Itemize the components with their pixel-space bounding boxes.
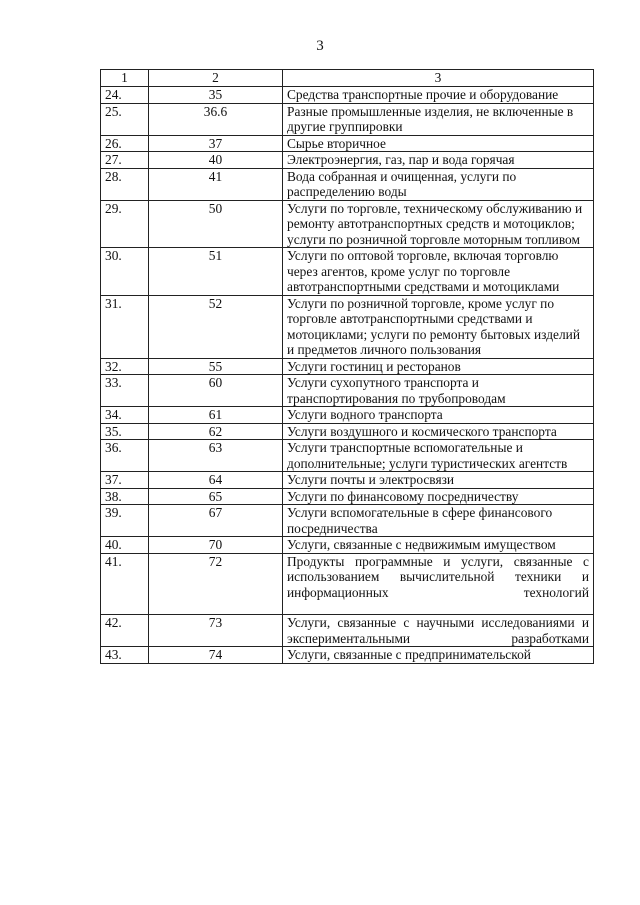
row-number: 43. [101, 647, 149, 664]
row-number: 29. [101, 200, 149, 248]
row-number: 25. [101, 103, 149, 135]
row-name: Услуги транспортные вспомогательные и дополнительные; услуги туристических агентств [283, 440, 594, 472]
row-name: Услуги, связанные с недвижимым имуществом [283, 537, 594, 554]
table-row [101, 295, 594, 358]
row-code: 51 [149, 248, 283, 296]
row-name: Услуги по розничной торговле, кроме услуг по торговле автотранспортными средствами и мотоциклами; услуги по ремонту бытовых изделий и предметов личного пользования [283, 295, 594, 358]
classification-table [100, 69, 594, 664]
row-name: Электроэнергия, газ, пар и вода горячая [283, 152, 594, 169]
row-code: 62 [149, 423, 283, 440]
table-row [101, 168, 594, 200]
table-row [101, 553, 594, 615]
row-number: 35. [101, 423, 149, 440]
row-code: 73 [149, 615, 283, 647]
row-name: Продукты программные и услуги, связанные с использованием вычислительной техники и информационных технологий [283, 553, 594, 615]
row-name: Разные промышленные изделия, не включенные в другие группировки [283, 103, 594, 135]
row-number: 37. [101, 472, 149, 489]
row-code: 40 [149, 152, 283, 169]
row-name: Услуги по торговле, техническому обслуживанию и ремонту автотранспортных средств и мотоциклов; услуги по розничной торговле моторным топливом [283, 200, 594, 248]
row-name: Средства транспортные прочие и оборудование [283, 87, 594, 104]
row-code: 35 [149, 87, 283, 104]
table-row [101, 248, 594, 296]
table-row [101, 152, 594, 169]
table-row [101, 103, 594, 135]
column-header-3: 3 [283, 70, 594, 87]
row-name: Услуги, связанные с научными исследованиями и экспериментальными разработками [283, 615, 594, 647]
column-header-1: 1 [101, 70, 149, 87]
table-row [101, 87, 594, 104]
row-name: Услуги вспомогательные в сфере финансового посредничества [283, 505, 594, 537]
row-number: 34. [101, 407, 149, 424]
row-number: 32. [101, 358, 149, 375]
row-number: 42. [101, 615, 149, 647]
row-name: Услуги по финансовому посредничеству [283, 488, 594, 505]
row-code: 64 [149, 472, 283, 489]
row-code: 37 [149, 135, 283, 152]
table-row [101, 488, 594, 505]
page-number: 3 [316, 38, 324, 54]
row-code: 63 [149, 440, 283, 472]
table-row [101, 440, 594, 472]
row-number: 31. [101, 295, 149, 358]
row-code: 65 [149, 488, 283, 505]
table-row [101, 358, 594, 375]
row-name: Услуги воздушного и космического транспорта [283, 423, 594, 440]
row-name: Вода собранная и очищенная, услуги по распределению воды [283, 168, 594, 200]
row-code: 41 [149, 168, 283, 200]
row-number: 28. [101, 168, 149, 200]
table-row [101, 472, 594, 489]
row-code: 60 [149, 375, 283, 407]
table-row [101, 423, 594, 440]
row-name: Сырье вторичное [283, 135, 594, 152]
row-code: 70 [149, 537, 283, 554]
row-number: 33. [101, 375, 149, 407]
row-number: 26. [101, 135, 149, 152]
table-header-row [101, 70, 594, 87]
table-row [101, 615, 594, 647]
row-code: 50 [149, 200, 283, 248]
row-code: 52 [149, 295, 283, 358]
row-number: 38. [101, 488, 149, 505]
row-code: 55 [149, 358, 283, 375]
row-code: 61 [149, 407, 283, 424]
table-row [101, 505, 594, 537]
row-name: Услуги водного транспорта [283, 407, 594, 424]
row-number: 24. [101, 87, 149, 104]
row-number: 41. [101, 553, 149, 615]
row-number: 39. [101, 505, 149, 537]
column-header-2: 2 [149, 70, 283, 87]
table-row [101, 537, 594, 554]
row-number: 30. [101, 248, 149, 296]
table-row [101, 135, 594, 152]
row-number: 40. [101, 537, 149, 554]
table-row [101, 407, 594, 424]
row-code: 36.6 [149, 103, 283, 135]
row-code: 72 [149, 553, 283, 615]
row-name: Услуги почты и электросвязи [283, 472, 594, 489]
row-number: 36. [101, 440, 149, 472]
row-name: Услуги, связанные с предпринимательской [283, 647, 594, 664]
row-name: Услуги сухопутного транспорта и транспортирования по трубопроводам [283, 375, 594, 407]
table-row [101, 647, 594, 664]
row-code: 74 [149, 647, 283, 664]
row-name: Услуги гостиниц и ресторанов [283, 358, 594, 375]
table-row [101, 200, 594, 248]
row-code: 67 [149, 505, 283, 537]
table-row [101, 375, 594, 407]
row-number: 27. [101, 152, 149, 169]
row-name: Услуги по оптовой торговле, включая торговлю через агентов, кроме услуг по торговле автотранспортными средствами и мотоциклами [283, 248, 594, 296]
